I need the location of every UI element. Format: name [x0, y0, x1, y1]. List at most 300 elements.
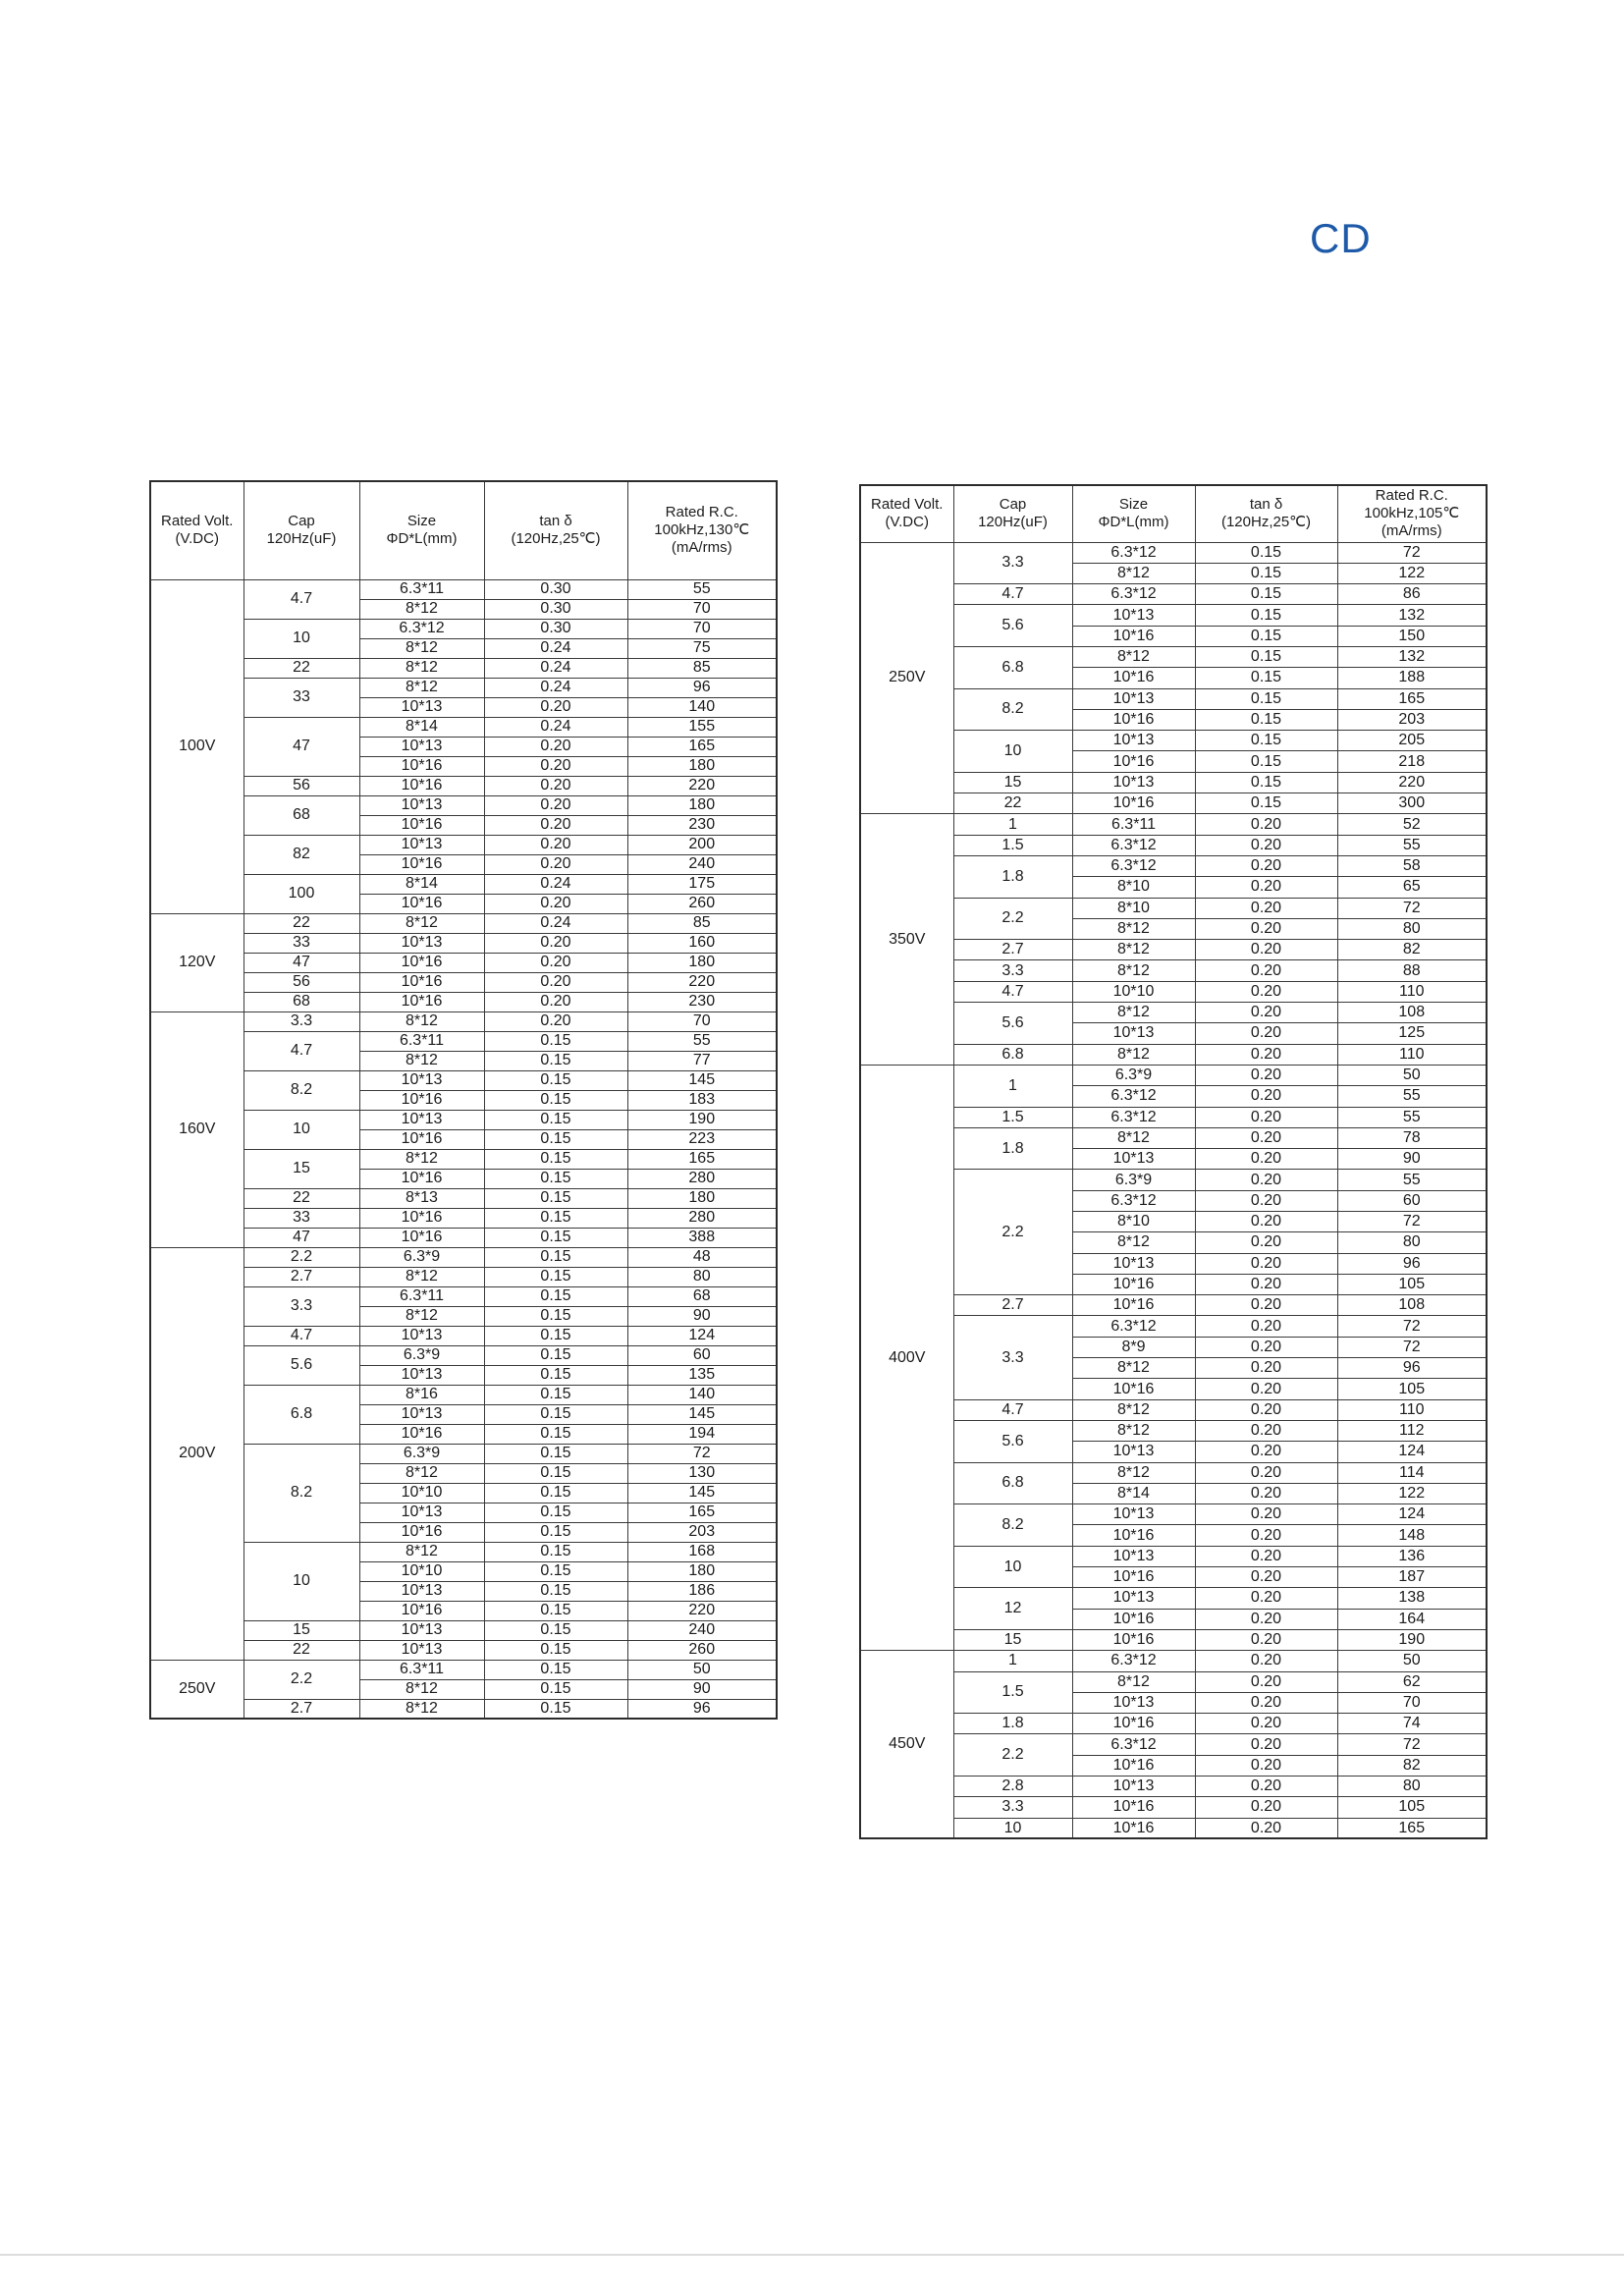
- table-row: [860, 814, 1487, 835]
- rc-cell: 220: [1337, 772, 1487, 793]
- rc-cell: 175: [627, 874, 777, 894]
- tan-cell: 0.20: [1195, 1567, 1337, 1588]
- rc-cell: 124: [1337, 1442, 1487, 1462]
- tan-cell: 0.15: [484, 1149, 627, 1169]
- size-cell: 8*12: [1072, 1420, 1195, 1441]
- cap-cell: 1: [953, 814, 1072, 835]
- size-cell: 10*13: [359, 1503, 484, 1522]
- rc-cell: 205: [1337, 731, 1487, 751]
- table-row: [860, 1797, 1487, 1818]
- rc-cell: 218: [1337, 751, 1487, 772]
- cap-cell: 15: [953, 772, 1072, 793]
- tan-cell: 0.15: [484, 1404, 627, 1424]
- table-row: [860, 1003, 1487, 1023]
- cap-cell: 4.7: [244, 1031, 359, 1070]
- size-cell: 8*12: [359, 1011, 484, 1031]
- table-row: [150, 619, 777, 638]
- cap-cell: 15: [244, 1620, 359, 1640]
- rc-cell: 140: [627, 697, 777, 717]
- rc-cell: 203: [627, 1522, 777, 1542]
- cap-cell: 2.8: [953, 1777, 1072, 1797]
- tan-cell: 0.20: [1195, 1546, 1337, 1566]
- rc-cell: 110: [1337, 981, 1487, 1002]
- size-cell: 8*12: [1072, 1044, 1195, 1065]
- header-row: [860, 485, 1487, 542]
- volt-cell: 160V: [150, 1011, 244, 1247]
- cap-cell: 1.5: [953, 1671, 1072, 1714]
- tan-cell: 0.20: [484, 795, 627, 815]
- size-header: [1072, 485, 1195, 542]
- table-row: [860, 1462, 1487, 1483]
- rc-cell: 180: [627, 795, 777, 815]
- size-cell: 10*13: [1072, 1149, 1195, 1170]
- header-line: (V.DC): [175, 530, 219, 548]
- rc-cell: 168: [627, 1542, 777, 1561]
- cap-cell: 2.7: [244, 1267, 359, 1286]
- rc-cell: 165: [1337, 1818, 1487, 1838]
- rc-cell: 132: [1337, 646, 1487, 667]
- tan-cell: 0.20: [1195, 1107, 1337, 1127]
- tan-cell: 0.15: [484, 1601, 627, 1620]
- tan-cell: 0.20: [1195, 981, 1337, 1002]
- table-row: [860, 1295, 1487, 1316]
- cap-cell: 47: [244, 717, 359, 776]
- rc-cell: 72: [1337, 1316, 1487, 1337]
- table-row: [860, 584, 1487, 605]
- rc-cell: 105: [1337, 1379, 1487, 1399]
- tan-cell: 0.20: [484, 756, 627, 776]
- tan-cell: 0.15: [484, 1640, 627, 1660]
- volt-header: [860, 485, 953, 542]
- rc-cell: 187: [1337, 1567, 1487, 1588]
- rating-table-right: [859, 484, 1488, 1839]
- rc-cell: 145: [627, 1483, 777, 1503]
- tan-cell: 0.15: [1195, 626, 1337, 646]
- rc-cell: 260: [627, 1640, 777, 1660]
- tan-header: [1195, 485, 1337, 542]
- cap-cell: 5.6: [953, 1420, 1072, 1462]
- tan-cell: 0.20: [1195, 1379, 1337, 1399]
- size-cell: 10*16: [1072, 1714, 1195, 1734]
- tan-cell: 0.20: [1195, 1399, 1337, 1420]
- table-row: [150, 835, 777, 854]
- size-cell: 10*16: [1072, 1797, 1195, 1818]
- cap-cell: 6.8: [244, 1385, 359, 1444]
- cap-header: [953, 485, 1072, 542]
- size-cell: 6.3*12: [1072, 542, 1195, 563]
- header-row: [150, 481, 777, 579]
- tan-cell: 0.20: [484, 854, 627, 874]
- rc-cell: 180: [627, 1188, 777, 1208]
- cap-cell: 22: [244, 1640, 359, 1660]
- cap-cell: 3.3: [953, 1797, 1072, 1818]
- header-line: Size: [406, 513, 437, 530]
- volt-cell: 250V: [860, 542, 953, 814]
- rc-cell: 55: [1337, 1107, 1487, 1127]
- table-row: [860, 731, 1487, 751]
- size-cell: 8*12: [359, 1306, 484, 1326]
- tan-cell: 0.20: [1195, 1065, 1337, 1085]
- cap-cell: 100: [244, 874, 359, 913]
- rc-cell: 145: [627, 1070, 777, 1090]
- rc-cell: 72: [1337, 898, 1487, 918]
- tan-cell: 0.20: [1195, 1190, 1337, 1211]
- size-cell: 10*13: [1072, 1504, 1195, 1525]
- tan-cell: 0.15: [484, 1306, 627, 1326]
- tan-cell: 0.24: [484, 638, 627, 658]
- table-row: [860, 646, 1487, 667]
- size-cell: 6.3*12: [1072, 1190, 1195, 1211]
- size-cell: 10*16: [359, 1169, 484, 1188]
- rc-cell: 70: [627, 1011, 777, 1031]
- table-row: [150, 717, 777, 737]
- size-cell: 6.3*11: [359, 1286, 484, 1306]
- cap-cell: 8.2: [953, 1504, 1072, 1547]
- rc-cell: 160: [627, 933, 777, 953]
- tan-cell: 0.15: [1195, 584, 1337, 605]
- cap-cell: 10: [953, 1546, 1072, 1588]
- table-row: [150, 1149, 777, 1169]
- header-line: (mA/rms): [671, 539, 732, 557]
- tan-cell: 0.20: [1195, 1734, 1337, 1755]
- cap-cell: 4.7: [244, 579, 359, 619]
- rc-cell: 300: [1337, 793, 1487, 814]
- tan-cell: 0.20: [484, 953, 627, 972]
- size-cell: 8*12: [1072, 1003, 1195, 1023]
- rc-cell: 183: [627, 1090, 777, 1110]
- rc-cell: 138: [1337, 1588, 1487, 1609]
- size-cell: 8*14: [359, 874, 484, 894]
- cap-cell: 15: [244, 1149, 359, 1188]
- cap-cell: 3.3: [244, 1011, 359, 1031]
- rc-cell: 55: [627, 1031, 777, 1051]
- size-cell: 8*12: [359, 1542, 484, 1561]
- size-cell: 10*13: [359, 1620, 484, 1640]
- rc-cell: 80: [1337, 1232, 1487, 1253]
- size-cell: 8*12: [359, 1051, 484, 1070]
- tan-cell: 0.20: [1195, 1337, 1337, 1357]
- tan-cell: 0.20: [1195, 1295, 1337, 1316]
- size-cell: 8*12: [1072, 1399, 1195, 1420]
- tan-cell: 0.15: [484, 1188, 627, 1208]
- scan-edge-line: [0, 2254, 1624, 2256]
- size-cell: 8*10: [1072, 898, 1195, 918]
- tan-cell: 0.20: [1195, 1755, 1337, 1776]
- cap-cell: 2.2: [953, 1170, 1072, 1295]
- tan-cell: 0.15: [484, 1385, 627, 1404]
- size-cell: 6.3*11: [1072, 814, 1195, 835]
- table-row: [150, 1620, 777, 1640]
- rc-cell: 194: [627, 1424, 777, 1444]
- table-row: [150, 1228, 777, 1247]
- tan-cell: 0.20: [484, 835, 627, 854]
- size-cell: 10*16: [1072, 1609, 1195, 1629]
- tan-cell: 0.15: [484, 1522, 627, 1542]
- table-row: [150, 795, 777, 815]
- size-cell: 6.3*12: [359, 619, 484, 638]
- size-cell: 10*16: [359, 776, 484, 795]
- table-row: [860, 1065, 1487, 1085]
- cap-header: [244, 481, 359, 579]
- tan-cell: 0.20: [484, 737, 627, 756]
- size-cell: 10*16: [1072, 626, 1195, 646]
- size-cell: 10*13: [359, 835, 484, 854]
- tan-cell: 0.20: [1195, 1504, 1337, 1525]
- size-cell: 8*12: [359, 678, 484, 697]
- size-header: [359, 481, 484, 579]
- tan-cell: 0.20: [1195, 1358, 1337, 1379]
- rc-cell: 82: [1337, 1755, 1487, 1776]
- header-line: Size: [1118, 496, 1149, 514]
- tan-cell: 0.30: [484, 619, 627, 638]
- size-cell: 10*16: [1072, 1379, 1195, 1399]
- size-cell: 10*16: [359, 953, 484, 972]
- rc-cell: 180: [627, 756, 777, 776]
- rc-cell: 80: [627, 1267, 777, 1286]
- cap-cell: 5.6: [953, 1003, 1072, 1045]
- rc-cell: 72: [1337, 1212, 1487, 1232]
- table-row: [150, 1031, 777, 1051]
- cap-cell: 8.2: [244, 1444, 359, 1542]
- cap-cell: 3.3: [244, 1286, 359, 1326]
- tan-cell: 0.15: [484, 1326, 627, 1345]
- size-cell: 8*12: [359, 1463, 484, 1483]
- rc-cell: 108: [1337, 1295, 1487, 1316]
- table-row: [150, 678, 777, 697]
- tan-cell: 0.20: [1195, 1818, 1337, 1838]
- size-cell: 10*16: [359, 992, 484, 1011]
- tan-cell: 0.20: [1195, 1714, 1337, 1734]
- tan-cell: 0.15: [484, 1051, 627, 1070]
- tan-cell: 0.20: [484, 992, 627, 1011]
- rc-cell: 124: [1337, 1504, 1487, 1525]
- size-cell: 10*16: [359, 972, 484, 992]
- rc-cell: 223: [627, 1129, 777, 1149]
- rc-cell: 188: [1337, 668, 1487, 688]
- rc-cell: 52: [1337, 814, 1487, 835]
- header-line: 100kHz,105℃: [1364, 505, 1460, 522]
- size-cell: 10*16: [359, 894, 484, 913]
- tan-cell: 0.15: [1195, 772, 1337, 793]
- size-cell: 6.3*11: [359, 1660, 484, 1679]
- cap-cell: 2.2: [244, 1660, 359, 1699]
- volt-cell: 450V: [860, 1651, 953, 1839]
- cap-cell: 47: [244, 953, 359, 972]
- tan-cell: 0.15: [484, 1444, 627, 1463]
- size-cell: 8*9: [1072, 1337, 1195, 1357]
- volt-cell: 120V: [150, 913, 244, 1011]
- size-cell: 10*16: [1072, 1274, 1195, 1294]
- tan-cell: 0.15: [484, 1483, 627, 1503]
- cap-cell: 22: [244, 1188, 359, 1208]
- header-line: 120Hz(uF): [266, 530, 337, 548]
- cap-cell: 47: [244, 1228, 359, 1247]
- size-cell: 10*16: [1072, 1755, 1195, 1776]
- tan-cell: 0.20: [1195, 1232, 1337, 1253]
- volt-cell: 400V: [860, 1065, 953, 1650]
- cap-cell: 4.7: [953, 1399, 1072, 1420]
- rc-cell: 50: [1337, 1651, 1487, 1671]
- size-cell: 8*12: [1072, 1127, 1195, 1148]
- cap-cell: 2.2: [244, 1247, 359, 1267]
- size-cell: 10*16: [1072, 1818, 1195, 1838]
- rc-cell: 148: [1337, 1525, 1487, 1546]
- rc-cell: 96: [627, 1699, 777, 1719]
- table-row: [860, 898, 1487, 918]
- size-cell: 10*13: [1072, 772, 1195, 793]
- size-cell: 6.3*9: [1072, 1065, 1195, 1085]
- cap-cell: 5.6: [244, 1345, 359, 1385]
- cap-cell: 10: [244, 619, 359, 658]
- size-cell: 10*13: [1072, 1588, 1195, 1609]
- cap-cell: 33: [244, 933, 359, 953]
- size-cell: 10*16: [1072, 793, 1195, 814]
- table-row: [860, 1818, 1487, 1838]
- rc-cell: 90: [1337, 1149, 1487, 1170]
- size-cell: 10*13: [359, 1326, 484, 1345]
- rc-cell: 388: [627, 1228, 777, 1247]
- tan-cell: 0.15: [484, 1542, 627, 1561]
- header-line: (120Hz,25℃): [511, 530, 601, 548]
- tan-cell: 0.20: [1195, 1777, 1337, 1797]
- size-cell: 8*12: [1072, 918, 1195, 939]
- tan-cell: 0.15: [1195, 668, 1337, 688]
- size-cell: 8*12: [359, 1699, 484, 1719]
- tan-cell: 0.20: [484, 815, 627, 835]
- tan-cell: 0.20: [1195, 1609, 1337, 1629]
- size-cell: 10*13: [359, 697, 484, 717]
- rc-cell: 125: [1337, 1023, 1487, 1044]
- table-body: [860, 542, 1487, 1838]
- rc-cell: 114: [1337, 1462, 1487, 1483]
- size-cell: 10*16: [1072, 1629, 1195, 1650]
- size-cell: 10*13: [1072, 1692, 1195, 1713]
- table-row: [860, 1044, 1487, 1065]
- size-cell: 8*12: [1072, 1462, 1195, 1483]
- size-cell: 8*14: [1072, 1483, 1195, 1503]
- cap-cell: 10: [244, 1110, 359, 1149]
- table-row: [860, 1399, 1487, 1420]
- table-row: [860, 835, 1487, 855]
- table-row: [860, 1651, 1487, 1671]
- tan-cell: 0.20: [1195, 918, 1337, 939]
- rc-cell: 145: [627, 1404, 777, 1424]
- tan-cell: 0.15: [484, 1463, 627, 1483]
- table-row: [860, 1714, 1487, 1734]
- cap-cell: 4.7: [244, 1326, 359, 1345]
- table-header: [150, 481, 777, 579]
- size-cell: 10*16: [359, 1424, 484, 1444]
- size-cell: 10*13: [359, 795, 484, 815]
- size-cell: 6.3*9: [359, 1345, 484, 1365]
- tan-cell: 0.24: [484, 658, 627, 678]
- rc-cell: 105: [1337, 1274, 1487, 1294]
- tan-cell: 0.15: [484, 1031, 627, 1051]
- tan-cell: 0.20: [1195, 814, 1337, 835]
- rc-cell: 77: [627, 1051, 777, 1070]
- rc-cell: 220: [627, 1601, 777, 1620]
- cap-cell: 56: [244, 972, 359, 992]
- tan-cell: 0.15: [484, 1247, 627, 1267]
- table-row: [150, 1070, 777, 1090]
- rc-cell: 190: [1337, 1629, 1487, 1650]
- size-cell: 6.3*12: [1072, 1316, 1195, 1337]
- rc-cell: 58: [1337, 855, 1487, 876]
- table-row: [150, 1345, 777, 1365]
- tan-cell: 0.15: [484, 1699, 627, 1719]
- table-row: [860, 1777, 1487, 1797]
- table-row: [860, 1107, 1487, 1127]
- size-cell: 10*13: [1072, 1023, 1195, 1044]
- size-cell: 6.3*11: [359, 579, 484, 599]
- rating-table-left: [149, 480, 778, 1720]
- rc-cell: 55: [1337, 1170, 1487, 1190]
- header-line: tan δ: [539, 513, 572, 530]
- size-cell: 8*16: [359, 1385, 484, 1404]
- rc-cell: 85: [627, 658, 777, 678]
- rc-cell: 96: [1337, 1253, 1487, 1274]
- tan-cell: 0.15: [484, 1267, 627, 1286]
- rc-cell: 122: [1337, 1483, 1487, 1503]
- size-cell: 8*14: [359, 717, 484, 737]
- tan-cell: 0.20: [484, 1011, 627, 1031]
- size-cell: 8*12: [359, 1149, 484, 1169]
- table-row: [860, 688, 1487, 709]
- table-row: [150, 1542, 777, 1561]
- size-cell: 10*13: [359, 1581, 484, 1601]
- cap-cell: 33: [244, 1208, 359, 1228]
- cap-cell: 33: [244, 678, 359, 717]
- table-row: [150, 1660, 777, 1679]
- header-line: Rated R.C.: [1375, 487, 1448, 505]
- tan-cell: 0.15: [1195, 751, 1337, 772]
- size-cell: 8*12: [359, 913, 484, 933]
- rc-cell: 280: [627, 1208, 777, 1228]
- size-cell: 10*13: [359, 1640, 484, 1660]
- cap-cell: 5.6: [953, 605, 1072, 647]
- size-cell: 10*16: [359, 1228, 484, 1247]
- tan-cell: 0.20: [1195, 1170, 1337, 1190]
- rc-cell: 108: [1337, 1003, 1487, 1023]
- tan-cell: 0.24: [484, 678, 627, 697]
- header-line: Rated Volt.: [871, 496, 944, 514]
- tan-cell: 0.20: [484, 697, 627, 717]
- table-row: [150, 953, 777, 972]
- table-row: [860, 855, 1487, 876]
- rc-cell: 86: [1337, 584, 1487, 605]
- size-cell: 10*13: [1072, 605, 1195, 626]
- tan-cell: 0.15: [1195, 793, 1337, 814]
- rc-cell: 88: [1337, 960, 1487, 981]
- size-cell: 8*12: [359, 599, 484, 619]
- table-row: [860, 940, 1487, 960]
- cap-cell: 3.3: [953, 542, 1072, 584]
- cap-cell: 22: [244, 913, 359, 933]
- table-row: [150, 1188, 777, 1208]
- tan-cell: 0.15: [484, 1503, 627, 1522]
- tan-cell: 0.20: [1195, 1086, 1337, 1107]
- size-cell: 10*13: [359, 1070, 484, 1090]
- tan-cell: 0.15: [1195, 646, 1337, 667]
- tan-cell: 0.20: [484, 933, 627, 953]
- cap-cell: 68: [244, 992, 359, 1011]
- table-row: [150, 992, 777, 1011]
- rc-cell: 60: [627, 1345, 777, 1365]
- table-row: [150, 1286, 777, 1306]
- size-cell: 10*16: [1072, 751, 1195, 772]
- cap-cell: 10: [953, 1818, 1072, 1838]
- tan-cell: 0.20: [1195, 1316, 1337, 1337]
